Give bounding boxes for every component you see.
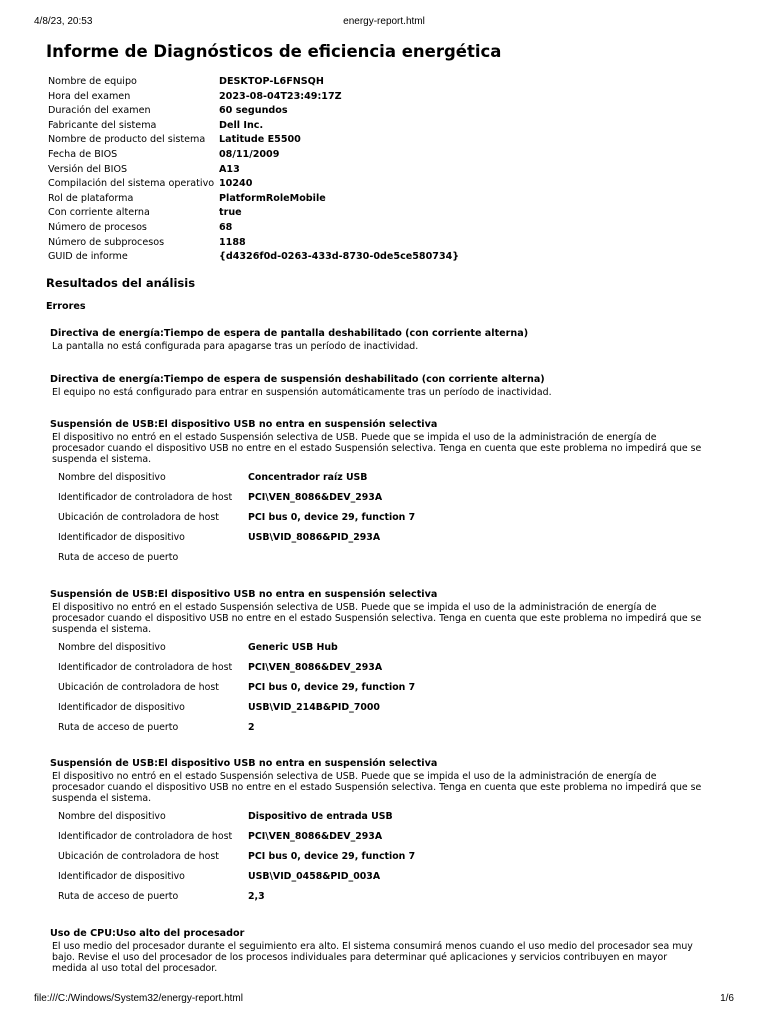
detail-row bbox=[58, 698, 415, 718]
finding-sleep-timeout bbox=[50, 374, 710, 398]
system-info-value: Latitude E5500 bbox=[219, 134, 301, 146]
print-footer bbox=[0, 993, 768, 1007]
detail-row bbox=[58, 487, 415, 507]
detail-row bbox=[58, 657, 415, 677]
detail-label: Ruta de acceso de puerto bbox=[58, 552, 179, 564]
detail-row bbox=[58, 467, 415, 487]
detail-value: PCI\VEN_8086&DEV_293A bbox=[248, 661, 383, 673]
system-info-row bbox=[48, 250, 459, 265]
finding-cpu-usage bbox=[50, 928, 710, 974]
system-info-label: Versión del BIOS bbox=[48, 163, 128, 175]
report-title: Informe de Diagnósticos de eficiencia energética bbox=[46, 42, 502, 61]
detail-row bbox=[58, 887, 415, 907]
system-info-label: Duración del examen bbox=[48, 105, 151, 117]
detail-label: Ruta de acceso de puerto bbox=[58, 722, 179, 734]
results-heading: Resultados del análisis bbox=[46, 276, 196, 290]
detail-row bbox=[58, 548, 415, 568]
system-info-row bbox=[48, 192, 459, 207]
detail-value: PCI bus 0, device 29, function 7 bbox=[248, 681, 416, 693]
detail-label: Ruta de acceso de puerto bbox=[58, 891, 179, 903]
system-info-row bbox=[48, 133, 459, 148]
detail-row bbox=[58, 826, 415, 846]
system-info-row bbox=[48, 206, 459, 221]
system-info-value: Dell Inc. bbox=[219, 119, 264, 131]
detail-row bbox=[58, 637, 415, 657]
detail-value: PCI\VEN_8086&DEV_293A bbox=[248, 830, 383, 842]
finding-usb-suspend bbox=[50, 758, 710, 907]
finding-usb-suspend bbox=[50, 589, 710, 738]
detail-row bbox=[58, 677, 415, 697]
system-info-label: Con corriente alterna bbox=[48, 207, 150, 219]
system-info-value: A13 bbox=[219, 163, 240, 175]
detail-label: Identificador de dispositivo bbox=[58, 532, 185, 544]
detail-label: Identificador de controladora de host bbox=[58, 491, 233, 503]
detail-value: 2 bbox=[248, 722, 255, 734]
print-page-title: energy-report.html bbox=[343, 16, 425, 27]
detail-value: USB\VID_0458&PID_003A bbox=[248, 871, 381, 883]
system-info-value: PlatformRoleMobile bbox=[219, 192, 326, 204]
system-info-label: Rol de plataforma bbox=[48, 192, 134, 204]
system-info-value: true bbox=[219, 207, 242, 219]
print-page-number: 1/6 bbox=[720, 993, 734, 1004]
system-info-label: Nombre de producto del sistema bbox=[48, 134, 206, 146]
system-info-label: Número de subprocesos bbox=[48, 236, 165, 248]
system-info-row bbox=[48, 75, 459, 90]
system-info-row bbox=[48, 90, 459, 105]
detail-label: Identificador de dispositivo bbox=[58, 702, 185, 714]
system-info-label: Compilación del sistema operativo bbox=[48, 178, 215, 190]
system-info-value: 08/11/2009 bbox=[219, 148, 280, 160]
finding-description: El dispositivo no entró en el estado Suspensión selectiva de USB. Puede que se impida el uso de la administración de energía de procesador cuando el dispositivo USB no entre en el estado Suspensión selectiva. Tenga en cuenta que este problema no impedirá que se suspenda el sistema. bbox=[52, 602, 702, 635]
finding-title: Suspensión de USB:El dispositivo USB no entra en suspensión selectiva bbox=[50, 419, 438, 430]
system-info-value: {d4326f0d-0263-433d-8730-0de5ce580734} bbox=[219, 251, 460, 263]
detail-label: Ubicación de controladora de host bbox=[58, 681, 219, 693]
detail-label: Ubicación de controladora de host bbox=[58, 850, 219, 862]
system-info-table bbox=[48, 75, 459, 265]
detail-row bbox=[58, 507, 415, 527]
detail-label: Nombre del dispositivo bbox=[58, 810, 166, 822]
detail-label: Nombre del dispositivo bbox=[58, 641, 166, 653]
detail-value: Generic USB Hub bbox=[248, 641, 338, 653]
system-info-row bbox=[48, 236, 459, 251]
detail-row bbox=[58, 718, 415, 738]
detail-row bbox=[58, 867, 415, 887]
detail-value: PCI\VEN_8086&DEV_293A bbox=[248, 491, 383, 503]
finding-title: Suspensión de USB:El dispositivo USB no entra en suspensión selectiva bbox=[50, 758, 438, 769]
finding-title: Directiva de energía:Tiempo de espera de suspensión deshabilitado (con corriente alterna) bbox=[50, 374, 545, 385]
detail-row bbox=[58, 806, 415, 826]
system-info-value: 2023-08-04T23:49:17Z bbox=[219, 90, 342, 102]
finding-title: Uso de CPU:Uso alto del procesador bbox=[50, 928, 245, 939]
system-info-row bbox=[48, 177, 459, 192]
detail-value: USB\VID_8086&PID_293A bbox=[248, 532, 381, 544]
finding-details-table bbox=[58, 806, 415, 907]
detail-value: PCI bus 0, device 29, function 7 bbox=[248, 511, 416, 523]
detail-label: Ubicación de controladora de host bbox=[58, 511, 219, 523]
detail-label: Identificador de controladora de host bbox=[58, 661, 233, 673]
finding-description: La pantalla no está configurada para apagarse tras un período de inactividad. bbox=[52, 341, 419, 352]
system-info-value: 10240 bbox=[219, 178, 253, 190]
detail-label: Nombre del dispositivo bbox=[58, 471, 166, 483]
system-info-value: 1188 bbox=[219, 236, 246, 248]
system-info-row bbox=[48, 119, 459, 134]
print-header bbox=[0, 16, 768, 30]
print-url: file:///C:/Windows/System32/energy-report.html bbox=[34, 993, 243, 1004]
finding-details-table bbox=[58, 467, 415, 568]
system-info-row bbox=[48, 163, 459, 178]
system-info-value: DESKTOP-L6FNSQH bbox=[219, 76, 324, 87]
detail-value: 2,3 bbox=[248, 891, 265, 903]
system-info-label: Nombre de equipo bbox=[48, 76, 137, 87]
finding-usb-suspend bbox=[50, 419, 710, 568]
system-info-label: Hora del examen bbox=[48, 90, 131, 102]
system-info-label: Fabricante del sistema bbox=[48, 119, 157, 131]
system-info-row bbox=[48, 221, 459, 236]
detail-row bbox=[58, 528, 415, 548]
system-info-label: GUID de informe bbox=[48, 251, 128, 263]
finding-description: El dispositivo no entró en el estado Suspensión selectiva de USB. Puede que se impida el uso de la administración de energía de procesador cuando el dispositivo USB no entre en el estado Suspensión selectiva. Tenga en cuenta que este problema no impedirá que se suspenda el sistema. bbox=[52, 771, 702, 804]
detail-value: USB\VID_214B&PID_7000 bbox=[248, 702, 380, 714]
finding-description: El uso medio del procesador durante el seguimiento era alto. El sistema consumirá menos cuando el uso medio del procesador sea muy bajo. Revise el uso del procesador de los procesos individuales para determinar qué aplicaciones y servicios contribuyen en mayor medida al uso total del procesador. bbox=[52, 941, 693, 974]
system-info-label: Fecha de BIOS bbox=[48, 148, 118, 160]
detail-label: Identificador de controladora de host bbox=[58, 830, 233, 842]
system-info-row bbox=[48, 148, 459, 163]
finding-description: El dispositivo no entró en el estado Suspensión selectiva de USB. Puede que se impida el uso de la administración de energía de procesador cuando el dispositivo USB no entre en el estado Suspensión selectiva. Tenga en cuenta que este problema no impedirá que se suspenda el sistema. bbox=[52, 432, 702, 465]
system-info-label: Número de procesos bbox=[48, 221, 147, 233]
print-datetime: 4/8/23, 20:53 bbox=[34, 16, 93, 27]
errors-heading: Errores bbox=[46, 301, 86, 312]
detail-row bbox=[58, 846, 415, 866]
detail-value: Concentrador raíz USB bbox=[248, 471, 368, 483]
system-info-value: 60 segundos bbox=[219, 105, 288, 117]
finding-title: Suspensión de USB:El dispositivo USB no entra en suspensión selectiva bbox=[50, 589, 438, 600]
detail-value: PCI bus 0, device 29, function 7 bbox=[248, 850, 416, 862]
system-info-row bbox=[48, 104, 459, 119]
detail-label: Identificador de dispositivo bbox=[58, 871, 185, 883]
detail-value bbox=[248, 548, 415, 568]
finding-details-table bbox=[58, 637, 415, 738]
finding-title: Directiva de energía:Tiempo de espera de pantalla deshabilitado (con corriente alterna) bbox=[50, 328, 529, 339]
detail-value: Dispositivo de entrada USB bbox=[248, 810, 393, 822]
finding-display-timeout bbox=[50, 328, 710, 352]
finding-description: El equipo no está configurado para entrar en suspensión automáticamente tras un período de inactividad. bbox=[52, 387, 552, 398]
system-info-value: 68 bbox=[219, 221, 233, 233]
